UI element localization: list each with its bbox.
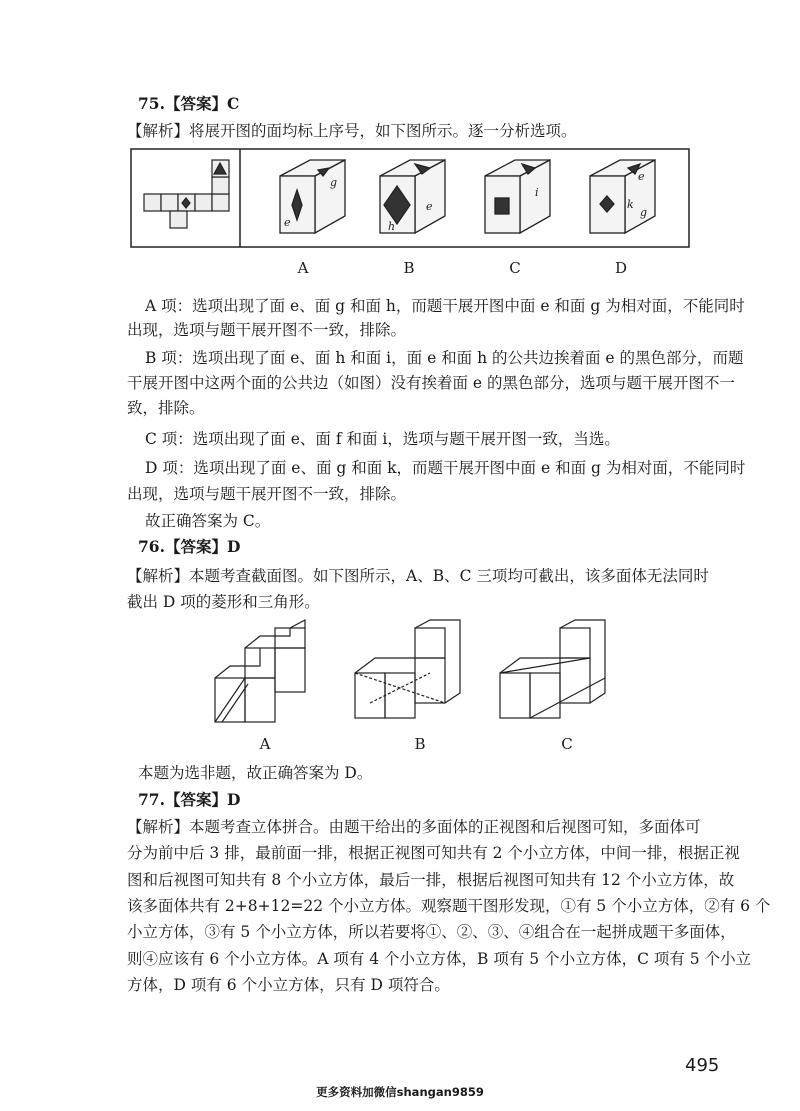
- q75-label-a: A: [297, 259, 309, 277]
- q75-paragraph: D 项：选项出现了面 e、面 g 和面 k，而题干展开图中面 e 和面 g 为相对面，不能同时: [145, 459, 746, 477]
- q75-answer-header: 75.【答案】C: [138, 94, 240, 113]
- q77-answer-header: 77.【答案】D: [138, 790, 241, 809]
- q76-analysis: 【解析】本题考查截面图。如下图所示，A、B、C 三项均可截出，该多面体无法同时: [127, 567, 709, 585]
- q75-figure: [130, 148, 690, 248]
- q75-label-b: B: [403, 259, 415, 277]
- svg-text:g: g: [640, 206, 648, 219]
- q75-label-c: C: [509, 259, 521, 277]
- q75-label-d: D: [614, 259, 628, 277]
- q76-figure: [210, 618, 650, 728]
- page-number: 495: [685, 1055, 720, 1076]
- q77-analysis-line: 该多面体共有 2+8+12=22 个小立方体。观察题干图形发现，①有 5 个小立方体，②有 6 个: [127, 897, 771, 915]
- q76-label-c: C: [561, 735, 573, 753]
- section-solid-a: [215, 620, 305, 722]
- q75-conclusion: 故正确答案为 C。: [145, 512, 271, 530]
- svg-text:i: i: [535, 186, 539, 199]
- q76-analysis: 截出 D 项的菱形和三角形。: [127, 593, 320, 611]
- q75-paragraph: 出现，选项与题干展开图不一致，排除。: [127, 485, 407, 503]
- q75-analysis-intro: 【解析】将展开图的面均标上序号，如下图所示。逐一分析选项。: [127, 122, 577, 140]
- svg-text:e: e: [426, 200, 433, 213]
- unfolded-net-figure: [144, 160, 229, 228]
- section-solid-c: [500, 620, 605, 718]
- q77-analysis-line: 则④应该有 6 个小立方体。A 项有 4 个小立方体，B 项有 5 个小立方体，C 项有 5 个小立: [127, 950, 752, 968]
- q75-paragraph: 干展开图中这两个面的公共边（如图）没有挨着面 e 的黑色部分，选项与题干展开图不一: [127, 374, 736, 392]
- q75-paragraph: 致，排除。: [127, 399, 205, 417]
- q75-paragraph: 出现，选项与题干展开图不一致，排除。: [127, 321, 407, 339]
- q77-analysis-line: 小立方体，③有 5 个小立方体，所以若要将①、②、③、④组合在一起拼成题干多面体，: [127, 923, 736, 941]
- section-solid-b: [355, 620, 460, 718]
- q77-analysis-line: 方体，D 项有 6 个小立方体，只有 D 项符合。: [127, 976, 450, 994]
- svg-text:h: h: [388, 220, 396, 233]
- cube-option-a: [280, 160, 345, 233]
- cube-option-b: [380, 160, 445, 233]
- cube-option-d: [590, 160, 655, 233]
- svg-text:g: g: [330, 176, 338, 189]
- q77-analysis-line: 【解析】本题考查立体拼合。由题干给出的多面体的正视图和后视图可知，多面体可: [127, 818, 701, 836]
- svg-text:e: e: [284, 216, 291, 229]
- q76-answer-header: 76.【答案】D: [138, 537, 241, 556]
- q76-label-b: B: [414, 735, 426, 753]
- q77-analysis-line: 图和后视图可知共有 8 个小立方体，最后一排，根据后视图可知共有 12 个小立方体，故: [127, 871, 735, 889]
- svg-text:k: k: [627, 198, 634, 211]
- cube-option-c: [485, 160, 550, 233]
- q75-paragraph: A 项：选项出现了面 e、面 g 和面 h，而题干展开图中面 e 和面 g 为相对面，不能同时: [145, 297, 745, 315]
- footer-note: 更多资料加微信shangan9859: [316, 1085, 484, 1099]
- q75-paragraph: C 项：选项出现了面 e、面 f 和面 i，选项与题干展开图一致，当选。: [145, 430, 620, 448]
- q77-analysis-line: 分为前中后 3 排，最前面一排，根据正视图可知共有 2 个小立方体，中间一排，根据正视: [127, 844, 740, 862]
- q76-conclusion: 本题为选非题，故正确答案为 D。: [138, 764, 373, 782]
- q75-paragraph: B 项：选项出现了面 e、面 h 和面 i，面 e 和面 h 的公共边挨着面 e 的黑色部分，而题: [145, 349, 744, 367]
- q76-label-a: A: [259, 735, 271, 753]
- svg-text:e: e: [638, 170, 645, 183]
